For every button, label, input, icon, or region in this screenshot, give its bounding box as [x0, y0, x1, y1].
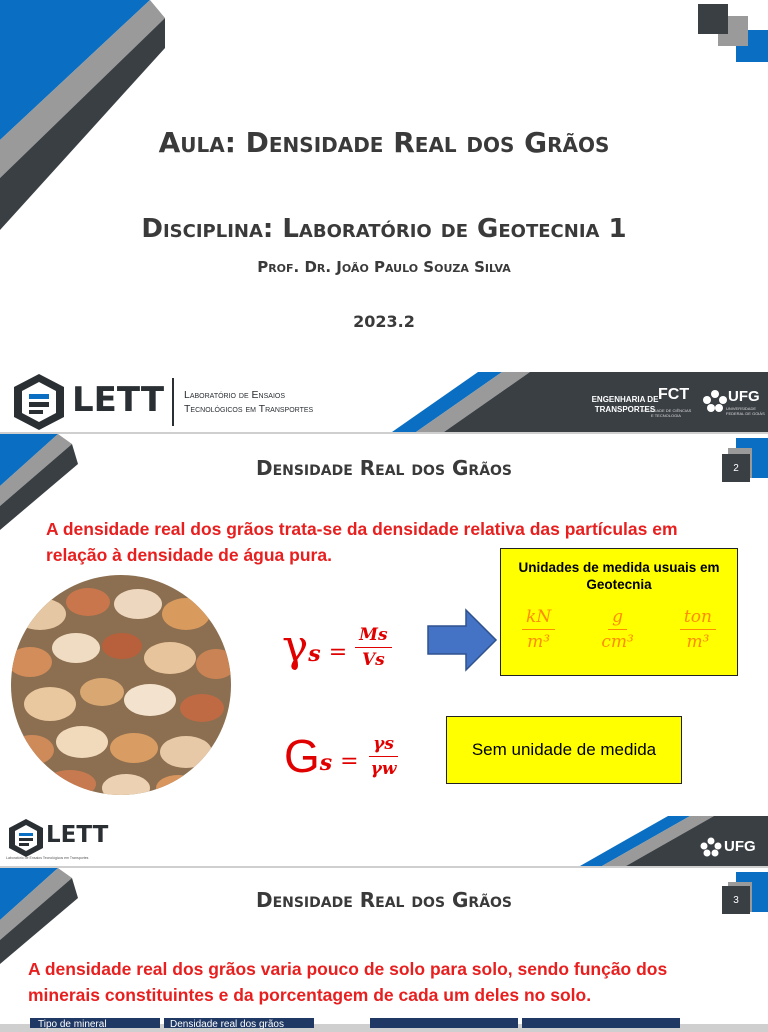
units-box — [500, 548, 738, 676]
fct-subtitle: FACULDADE DE CIÊNCIAS E TECNOLOGIA — [640, 408, 692, 418]
intro-line2: minerais constituintes e da porcentagem de cada um deles no solo. — [28, 985, 592, 1005]
gamma-subscript: s — [308, 641, 321, 667]
page-number: 3 — [722, 886, 750, 914]
gamma-symbol: γ — [282, 621, 309, 672]
equation-gs — [284, 716, 400, 796]
eng-line2: TRANSPORTES — [594, 405, 656, 414]
ufg-logo-icon — [700, 836, 722, 858]
fraction-ms-vs — [355, 625, 391, 670]
table-header-mineral: Tipo de mineral — [30, 1018, 160, 1028]
slide-heading: Densidade Real dos Grãos — [255, 456, 513, 480]
lecture-title: Aula: Densidade Real dos Grãos — [158, 126, 610, 159]
lab-name-line1: Laboratório de Ensaios — [184, 389, 286, 401]
slide-title — [0, 0, 768, 432]
units-list — [501, 607, 737, 652]
unit-denominator: m³ — [527, 632, 551, 652]
units-box-title: Unidades de medida usuais em Geotecnia — [518, 560, 720, 592]
slide-definition — [0, 434, 768, 866]
table-header-density: Densidade real dos grãos — [164, 1018, 314, 1028]
table-header-cell — [370, 1018, 518, 1028]
lab-name — [184, 388, 313, 416]
fraction-numerator: Ms — [355, 625, 391, 648]
equation-gamma-s — [282, 612, 392, 682]
term: 2023.2 — [353, 312, 415, 331]
left-stripe-decoration — [0, 868, 90, 968]
right-arrow-icon — [426, 608, 498, 672]
g-symbol: G — [284, 730, 320, 782]
equals-sign: = — [328, 639, 348, 665]
table-header-cell — [522, 1018, 680, 1028]
unit-kn-m3 — [522, 607, 555, 652]
discipline-title: Disciplina: Laboratório de Geotecnia 1 — [141, 214, 627, 244]
eng-line1: ENGENHARIA DE — [591, 395, 659, 404]
ufg-subtitle: UNIVERSIDADE FEDERAL DE GOIÁS — [726, 406, 765, 416]
fraction-denominator: γw — [370, 758, 397, 779]
unit-numerator: g — [608, 607, 627, 630]
unit-numerator: kN — [522, 607, 555, 630]
page-number: 2 — [722, 454, 750, 482]
unit-denominator: m³ — [686, 632, 710, 652]
intro-line1: A densidade real dos grãos varia pouco de solo para solo, sendo função dos — [28, 959, 668, 979]
lett-logo-icon — [8, 818, 44, 858]
ufg-logo: UFG — [724, 838, 756, 855]
intro-line2: relação à densidade de água pura. — [46, 545, 332, 565]
intro-text — [28, 956, 768, 1008]
unit-g-cm3 — [597, 607, 637, 652]
fraction-numerator: γs — [369, 734, 398, 757]
professor-name: Prof. Dr. João Paulo Souza Silva — [257, 258, 511, 276]
fct-logo: FCT — [658, 386, 690, 403]
lab-name-small: Laboratório de Ensaios Tecnológicos em Transportes — [6, 856, 89, 860]
left-stripe-decoration — [0, 0, 170, 240]
lett-logo-text: LETT — [72, 380, 165, 420]
fraction-gammas-gammaw — [367, 734, 401, 779]
footer-divider — [172, 378, 174, 426]
lett-logo-text: LETT — [46, 822, 109, 848]
ufg-logo-icon — [702, 388, 728, 414]
corner-squares-decoration — [690, 0, 768, 62]
unit-numerator: ton — [680, 607, 716, 630]
g-subscript: s — [319, 750, 333, 776]
unit-ton-m3 — [680, 607, 716, 652]
intro-line1: A densidade real dos grãos trata-se da densidade relativa das partículas em — [46, 519, 678, 539]
slide-variation — [0, 868, 768, 1030]
lett-logo-icon — [12, 372, 66, 432]
slide-heading: Densidade Real dos Grãos — [255, 888, 513, 912]
unit-denominator: cm³ — [601, 632, 634, 652]
ufg-logo: UFG — [728, 388, 760, 405]
no-unit-box: Sem unidade de medida — [446, 716, 682, 784]
equals-sign: = — [340, 748, 359, 774]
pebbles-image — [10, 574, 232, 796]
fraction-denominator: Vs — [361, 649, 385, 670]
lab-name-line2: Tecnológicos em Transportes — [184, 403, 314, 415]
